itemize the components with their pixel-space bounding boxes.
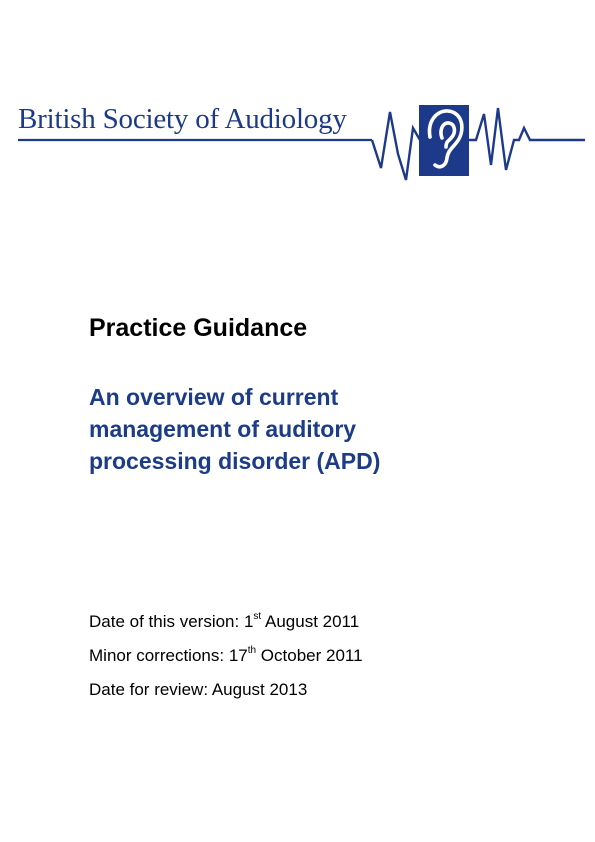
logo-wave-left bbox=[372, 112, 420, 180]
corrections-date bbox=[89, 646, 363, 680]
version-date-suffix: st bbox=[253, 611, 262, 622]
document-subtitle bbox=[89, 381, 380, 477]
page-title: Practice Guidance bbox=[89, 314, 308, 342]
subtitle-line: An overview of current bbox=[89, 384, 339, 410]
version-date bbox=[89, 612, 363, 646]
logo-org-name: British Society of Audiology bbox=[18, 103, 347, 135]
review-date: Date for review: August 2013 bbox=[89, 680, 308, 699]
corrections-date-suffix: th bbox=[247, 645, 257, 656]
subtitle-line: processing disorder (APD) bbox=[89, 448, 381, 474]
corrections-date-label: Minor corrections: 17 bbox=[89, 646, 248, 665]
subtitle-line: management of auditory bbox=[89, 416, 357, 442]
logo-graphic bbox=[0, 0, 595, 200]
dates-block bbox=[89, 612, 363, 714]
corrections-date-rest: October 2011 bbox=[256, 646, 363, 665]
logo-wave-right bbox=[469, 108, 585, 170]
version-date-rest: August 2011 bbox=[261, 612, 360, 631]
version-date-label: Date of this version: 1 bbox=[89, 612, 254, 631]
